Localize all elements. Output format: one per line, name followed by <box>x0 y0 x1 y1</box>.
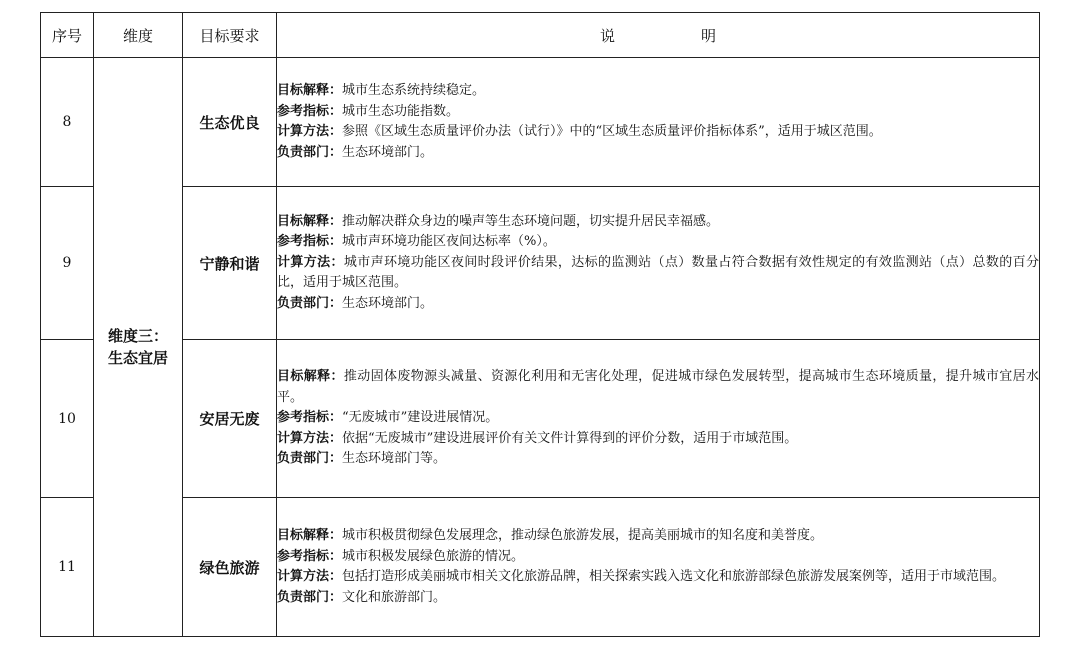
ref-text: 城市生态功能指数。 <box>342 103 460 119</box>
table-row <box>41 58 1040 187</box>
explain-label: 目标解释： <box>277 528 343 543</box>
dimension-label: 维度三：生态宜居 <box>107 327 168 367</box>
header-description <box>277 13 1040 58</box>
table-row <box>41 340 1040 498</box>
row-goal: 生态优良 <box>183 58 277 187</box>
dept-text: 生态环境部门。 <box>342 295 434 311</box>
header-description-left: 说 <box>599 26 615 45</box>
row-description <box>277 187 1040 340</box>
method-label: 计算方法： <box>277 124 343 139</box>
header-seq: 序号 <box>41 13 94 58</box>
method-text: 包括打造形成美丽城市相关文化旅游品牌，相关探索实践入选文化和旅游部绿色旅游发展案例等，适用于市域范围。 <box>342 569 1006 584</box>
row-goal: 安居无废 <box>183 340 277 498</box>
header-goal: 目标要求 <box>183 13 277 58</box>
method-text: 参照《区域生态质量评价办法（试行）》中的“区域生态质量评价指标体系”，适用于城区范围。 <box>342 124 882 139</box>
row-description <box>277 498 1040 637</box>
dept-text: 生态环境部门。 <box>342 144 434 160</box>
ref-label: 参考指标： <box>277 548 343 564</box>
dept-text: 生态环境部门等。 <box>342 451 447 467</box>
method-text: 城市声环境功能区夜间时段评价结果，达标的监测站（点）数量占符合数据有效性规定的有效监测站（点）总数的百分比，适用于城区范围。 <box>277 254 1039 291</box>
explain-text: 城市积极贯彻绿色发展理念，推动绿色旅游发展，提高美丽城市的知名度和美誉度。 <box>342 528 824 543</box>
ref-label: 参考指标： <box>277 410 343 426</box>
header-dimension: 维度 <box>94 13 183 58</box>
dept-label: 负责部门： <box>277 144 343 160</box>
ref-label: 参考指标： <box>277 103 343 119</box>
header-description-right: 明 <box>701 26 717 45</box>
method-text: 依据“无废城市”建设进展评价有关文件计算得到的评价分数，适用于市域范围。 <box>342 430 798 446</box>
table-row <box>41 498 1040 637</box>
row-description <box>277 58 1040 187</box>
row-goal: 绿色旅游 <box>183 498 277 637</box>
ref-text: 城市声环境功能区夜间达标率（%）。 <box>342 234 556 250</box>
row-seq: 11 <box>41 498 94 637</box>
dimension-cell <box>94 58 183 637</box>
dept-label: 负责部门： <box>277 451 343 467</box>
row-seq: 10 <box>41 340 94 498</box>
ref-text: “无废城市”建设进展情况。 <box>342 410 499 426</box>
indicator-table <box>40 12 1040 637</box>
row-description <box>277 340 1040 498</box>
table-row <box>41 187 1040 340</box>
ref-text: 城市积极发展绿色旅游的情况。 <box>342 548 525 564</box>
method-label: 计算方法： <box>277 430 343 446</box>
dept-label: 负责部门： <box>277 589 343 605</box>
table-header-row <box>41 13 1040 58</box>
dept-label: 负责部门： <box>277 295 343 311</box>
row-goal: 宁静和谐 <box>183 187 277 340</box>
method-label: 计算方法： <box>277 569 343 584</box>
explain-text: 城市生态系统持续稳定。 <box>342 83 486 98</box>
ref-label: 参考指标： <box>277 234 343 250</box>
dept-text: 文化和旅游部门。 <box>342 589 447 605</box>
method-label: 计算方法： <box>277 254 344 270</box>
explain-label: 目标解释： <box>277 213 343 229</box>
explain-label: 目标解释： <box>277 83 343 98</box>
explain-text: 推动固体废物源头减量、资源化利用和无害化处理，促进城市绿色发展转型，提高城市生态环境质量，提升城市宜居水平。 <box>277 369 1039 405</box>
explain-label: 目标解释： <box>277 369 344 385</box>
row-seq: 9 <box>41 187 94 340</box>
explain-text: 推动解决群众身边的噪声等生态环境问题，切实提升居民幸福感。 <box>342 213 720 229</box>
row-seq: 8 <box>41 58 94 187</box>
